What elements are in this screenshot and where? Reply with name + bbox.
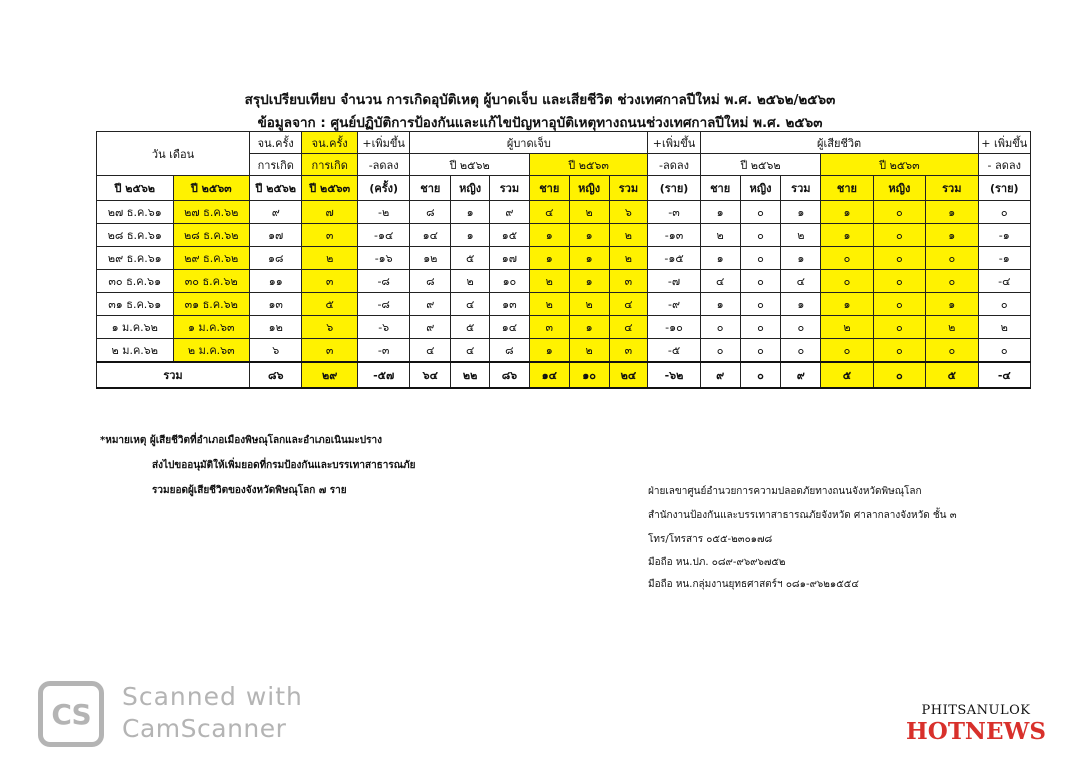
cell-it1: ๑๕ — [490, 224, 530, 247]
cell-d2: ๒๗ ธ.ค.๖๒ — [173, 201, 250, 224]
cell-it2: ๒ — [609, 224, 648, 247]
total-im2: ๑๔ — [529, 362, 569, 388]
deaths-header: ผู้เสียชีวิต — [700, 132, 978, 154]
cell-dt2: ๑ — [926, 224, 978, 247]
total-if2: ๑๐ — [569, 362, 609, 388]
header-row-1 — [97, 132, 1031, 154]
cell-d1: ๒ ม.ค.๖๒ — [97, 339, 174, 363]
cell-dt1: ๐ — [781, 316, 821, 339]
cell-id: -๑๕ — [648, 247, 700, 270]
total-dm1: ๙ — [700, 362, 740, 388]
table-row — [97, 316, 1031, 339]
cell-df1: ๐ — [740, 224, 781, 247]
count-2563-year-header: ปี ๒๕๖๓ — [302, 176, 358, 201]
cell-c1: ๑๗ — [250, 224, 302, 247]
report-title: สรุปเปรียบเทียบ จำนวน การเกิดอุบัติเหตุ ผู้บาดเจ็บ และเสียชีวิต ช่วงเทศกาลปีใหม่ พ.ศ. ๒๕๖๒/๒๕๖๓ — [244, 92, 836, 108]
injured-change-header-top: +เพิ่มขึ้น — [648, 132, 700, 154]
cell-cd: -๘ — [357, 270, 409, 293]
cell-d2: ๒ ม.ค.๖๓ — [173, 339, 250, 363]
cell-id: -๗ — [648, 270, 700, 293]
cell-it1: ๑๐ — [490, 270, 530, 293]
cell-dt1: ๔ — [781, 270, 821, 293]
cell-id: -๓ — [648, 201, 700, 224]
cell-id: -๑๐ — [648, 316, 700, 339]
cell-it2: ๔ — [609, 293, 648, 316]
cell-df2: ๐ — [873, 339, 925, 363]
total-it2: ๒๔ — [609, 362, 648, 388]
cell-dm2: ๑ — [821, 224, 873, 247]
cell-d2: ๒๘ ธ.ค.๖๒ — [173, 224, 250, 247]
cell-im1: ๑๒ — [410, 247, 451, 270]
cell-it1: ๙ — [490, 201, 530, 224]
date-2562-header: ปี ๒๕๖๒ — [97, 176, 174, 201]
cell-dd: ๐ — [978, 293, 1030, 316]
total-cd: -๕๗ — [357, 362, 409, 388]
cell-im2: ๒ — [529, 293, 569, 316]
count-change-header-top: +เพิ่มขึ้น — [357, 132, 409, 154]
watermark-city: PHITSANULOK — [921, 703, 1031, 718]
cell-im1: ๙ — [410, 293, 451, 316]
cell-c1: ๑๓ — [250, 293, 302, 316]
cell-c2: ๗ — [302, 201, 358, 224]
cell-id: -๕ — [648, 339, 700, 363]
count-unit-header: (ครั้ง) — [357, 176, 409, 201]
footnote-line: ส่งไปขออนุมัติให้เพิ่มยอดที่กรมป้องกันและบรรเทาสาธารณภัย — [152, 460, 416, 471]
cell-d1: ๒๙ ธ.ค.๖๑ — [97, 247, 174, 270]
contact-line: สำนักงานป้องกันและบรรเทาสาธารณภัยจังหวัด ศาลากลางจังหวัด ชั้น ๓ — [648, 510, 957, 521]
cell-dt1: ๑ — [781, 247, 821, 270]
cell-if1: ๔ — [451, 339, 490, 363]
table-row — [97, 339, 1031, 363]
deaths-change-header-top: + เพิ่มขึ้น — [978, 132, 1030, 154]
report-source: ข้อมูลจาก : ศูนย์ปฏิบัติการป้องกันและแก้ไขปัญหาอุบัติเหตุทางถนนช่วงเทศกาลปีใหม่ พ.ศ. ๒๕๖๓ — [257, 115, 823, 131]
cell-im2: ๒ — [529, 270, 569, 293]
cell-d2: ๑ ม.ค.๖๓ — [173, 316, 250, 339]
cell-df1: ๐ — [740, 201, 781, 224]
total-id: -๖๒ — [648, 362, 700, 388]
deaths-2562-total-header: รวม — [781, 176, 821, 201]
table-row — [97, 224, 1031, 247]
total-df2: ๐ — [873, 362, 925, 388]
cell-cd: -๓ — [357, 339, 409, 363]
cell-dt2: ๐ — [926, 270, 978, 293]
footnote-line: รวมยอดผู้เสียชีวิตของจังหวัดพิษณุโลก ๗ ราย — [152, 485, 347, 496]
cell-if2: ๒ — [569, 339, 609, 363]
cell-c2: ๒ — [302, 247, 358, 270]
cell-if2: ๑ — [569, 247, 609, 270]
header-row-3 — [97, 176, 1031, 201]
total-if1: ๒๒ — [451, 362, 490, 388]
cell-c1: ๙ — [250, 201, 302, 224]
deaths-2562-male-header: ชาย — [700, 176, 740, 201]
count-2562-header-bottom: การเกิด — [250, 154, 302, 176]
cell-it1: ๘ — [490, 339, 530, 363]
cell-cd: -๑๔ — [357, 224, 409, 247]
date-2563-header: ปี ๒๕๖๓ — [173, 176, 250, 201]
cell-dm2: ๐ — [821, 270, 873, 293]
cell-if2: ๑ — [569, 270, 609, 293]
cell-df1: ๐ — [740, 316, 781, 339]
camscanner-logo-icon: CS — [38, 681, 104, 747]
contact-line: มือถือ หน.กลุ่มงานยุทธศาสตร์ฯ ๐๘๑-๙๖๒๑๕๕๔ — [648, 579, 859, 590]
accident-stats-table — [96, 131, 1031, 389]
footnote-line: *หมายเหตุ ผู้เสียชีวิตที่อำเภอเมืองพิษณุโลกและอำเภอเนินมะปราง — [100, 435, 383, 446]
count-2563-header-top: จน.ครั้ง — [302, 132, 358, 154]
total-dt1: ๙ — [781, 362, 821, 388]
cell-dm2: ๑ — [821, 293, 873, 316]
cell-dd: ๒ — [978, 316, 1030, 339]
cell-cd: -๒ — [357, 201, 409, 224]
cell-it2: ๒ — [609, 247, 648, 270]
deaths-2562-header: ปี ๒๕๖๒ — [700, 154, 821, 176]
total-label: รวม — [97, 362, 250, 388]
cell-dd: -๔ — [978, 270, 1030, 293]
cell-im2: ๓ — [529, 316, 569, 339]
count-2562-header-top: จน.ครั้ง — [250, 132, 302, 154]
deaths-unit-header: (ราย) — [978, 176, 1030, 201]
cell-df2: ๐ — [873, 270, 925, 293]
total-c1: ๘๖ — [250, 362, 302, 388]
contact-line: โทร/โทรสาร ๐๕๕-๒๓๐๑๗๘ — [648, 534, 773, 545]
camscanner-text-line2: CamScanner — [122, 714, 287, 743]
cell-c2: ๖ — [302, 316, 358, 339]
injured-2562-total-header: รวม — [490, 176, 530, 201]
cell-dm1: ๑ — [700, 293, 740, 316]
cell-d1: ๑ ม.ค.๖๒ — [97, 316, 174, 339]
cell-dt2: ๑ — [926, 293, 978, 316]
injured-2562-header: ปี ๒๕๖๒ — [410, 154, 529, 176]
date-header: วัน เดือน — [97, 132, 250, 176]
cell-cd: -๖ — [357, 316, 409, 339]
contact-line: มือถือ หน.ปภ. ๐๘๙-๙๖๙๖๗๕๒ — [648, 557, 786, 568]
cell-dm2: ๒ — [821, 316, 873, 339]
cell-df1: ๐ — [740, 293, 781, 316]
table-row — [97, 201, 1031, 224]
injured-unit-header: (ราย) — [648, 176, 700, 201]
total-it1: ๘๖ — [490, 362, 530, 388]
injured-2563-male-header: ชาย — [529, 176, 569, 201]
cell-id: -๙ — [648, 293, 700, 316]
cell-im2: ๑ — [529, 339, 569, 363]
cell-dd: -๑ — [978, 224, 1030, 247]
cell-cd: -๑๖ — [357, 247, 409, 270]
cell-im2: ๔ — [529, 201, 569, 224]
cell-df2: ๐ — [873, 293, 925, 316]
total-dd: -๔ — [978, 362, 1030, 388]
table-row — [97, 270, 1031, 293]
injured-2562-male-header: ชาย — [410, 176, 451, 201]
cell-it2: ๓ — [609, 339, 648, 363]
cell-df2: ๐ — [873, 224, 925, 247]
total-dt2: ๕ — [926, 362, 978, 388]
cell-it1: ๑๓ — [490, 293, 530, 316]
total-df1: ๐ — [740, 362, 781, 388]
cell-c1: ๑๒ — [250, 316, 302, 339]
cell-if2: ๑ — [569, 316, 609, 339]
deaths-change-header-bottom: - ลดลง — [978, 154, 1030, 176]
cell-im1: ๘ — [410, 201, 451, 224]
cell-c1: ๑๑ — [250, 270, 302, 293]
injured-2562-female-header: หญิง — [451, 176, 490, 201]
total-im1: ๖๔ — [410, 362, 451, 388]
cell-if2: ๑ — [569, 224, 609, 247]
cell-if1: ๒ — [451, 270, 490, 293]
cell-it1: ๑๗ — [490, 247, 530, 270]
total-c2: ๒๙ — [302, 362, 358, 388]
cell-dt2: ๑ — [926, 201, 978, 224]
cell-if1: ๑ — [451, 201, 490, 224]
cell-dt2: ๒ — [926, 316, 978, 339]
cell-df2: ๐ — [873, 247, 925, 270]
cell-c2: ๓ — [302, 339, 358, 363]
total-row — [97, 362, 1031, 388]
cell-if2: ๒ — [569, 293, 609, 316]
cell-im1: ๑๔ — [410, 224, 451, 247]
count-2562-year-header: ปี ๒๕๖๒ — [250, 176, 302, 201]
cell-dt1: ๐ — [781, 339, 821, 363]
cell-d1: ๒๘ ธ.ค.๖๑ — [97, 224, 174, 247]
cell-dm1: ๐ — [700, 316, 740, 339]
cell-it2: ๓ — [609, 270, 648, 293]
cell-d2: ๓๑ ธ.ค.๖๒ — [173, 293, 250, 316]
cell-id: -๑๓ — [648, 224, 700, 247]
cell-if1: ๕ — [451, 316, 490, 339]
contact-line: ฝ่ายเลขาศูนย์อำนวยการความปลอดภัยทางถนนจังหวัดพิษณุโลก — [648, 486, 922, 497]
cell-it1: ๑๔ — [490, 316, 530, 339]
deaths-2563-header: ปี ๒๕๖๓ — [821, 154, 978, 176]
cell-dd: ๐ — [978, 339, 1030, 363]
cell-c2: ๓ — [302, 224, 358, 247]
injured-header: ผู้บาดเจ็บ — [410, 132, 648, 154]
watermark-brand: HOTNEWS — [906, 718, 1046, 745]
cell-dm2: ๐ — [821, 339, 873, 363]
cell-dm1: ๑ — [700, 247, 740, 270]
cell-d2: ๓๐ ธ.ค.๖๒ — [173, 270, 250, 293]
cell-dm2: ๑ — [821, 201, 873, 224]
cell-dm1: ๑ — [700, 201, 740, 224]
cell-im1: ๔ — [410, 339, 451, 363]
cell-dm2: ๐ — [821, 247, 873, 270]
cell-it2: ๖ — [609, 201, 648, 224]
cell-dt1: ๑ — [781, 201, 821, 224]
cell-d1: ๒๗ ธ.ค.๖๑ — [97, 201, 174, 224]
cell-it2: ๔ — [609, 316, 648, 339]
cell-c2: ๓ — [302, 270, 358, 293]
cell-dt2: ๐ — [926, 339, 978, 363]
cell-d2: ๒๙ ธ.ค.๖๒ — [173, 247, 250, 270]
count-2563-header-bottom: การเกิด — [302, 154, 358, 176]
total-dm2: ๕ — [821, 362, 873, 388]
cell-c1: ๖ — [250, 339, 302, 363]
cell-if1: ๔ — [451, 293, 490, 316]
cell-df1: ๐ — [740, 247, 781, 270]
cell-dt2: ๐ — [926, 247, 978, 270]
table-row — [97, 293, 1031, 316]
injured-2563-header: ปี ๒๕๖๓ — [529, 154, 647, 176]
deaths-2563-total-header: รวม — [926, 176, 978, 201]
cell-df2: ๐ — [873, 316, 925, 339]
cell-c1: ๑๘ — [250, 247, 302, 270]
cell-dm1: ๒ — [700, 224, 740, 247]
cell-dd: ๐ — [978, 201, 1030, 224]
injured-2563-total-header: รวม — [609, 176, 648, 201]
cell-if2: ๒ — [569, 201, 609, 224]
deaths-2562-female-header: หญิง — [740, 176, 781, 201]
cell-df2: ๐ — [873, 201, 925, 224]
deaths-2563-male-header: ชาย — [821, 176, 873, 201]
deaths-2563-female-header: หญิง — [873, 176, 925, 201]
cell-dt1: ๑ — [781, 293, 821, 316]
cell-df1: ๐ — [740, 270, 781, 293]
cell-im1: ๙ — [410, 316, 451, 339]
cell-if1: ๕ — [451, 247, 490, 270]
camscanner-text-line1: Scanned with — [122, 682, 303, 711]
cell-dd: -๑ — [978, 247, 1030, 270]
cell-dt1: ๒ — [781, 224, 821, 247]
cell-im1: ๘ — [410, 270, 451, 293]
cell-dm1: ๔ — [700, 270, 740, 293]
cell-dm1: ๐ — [700, 339, 740, 363]
cell-im2: ๑ — [529, 247, 569, 270]
cell-d1: ๓๑ ธ.ค.๖๑ — [97, 293, 174, 316]
cell-df1: ๐ — [740, 339, 781, 363]
cell-im2: ๑ — [529, 224, 569, 247]
injured-2563-female-header: หญิง — [569, 176, 609, 201]
cell-if1: ๑ — [451, 224, 490, 247]
table-row — [97, 247, 1031, 270]
count-change-header-bottom: -ลดลง — [357, 154, 409, 176]
cell-cd: -๘ — [357, 293, 409, 316]
cell-d1: ๓๐ ธ.ค.๖๑ — [97, 270, 174, 293]
injured-change-header-bottom: -ลดลง — [648, 154, 700, 176]
cell-c2: ๕ — [302, 293, 358, 316]
